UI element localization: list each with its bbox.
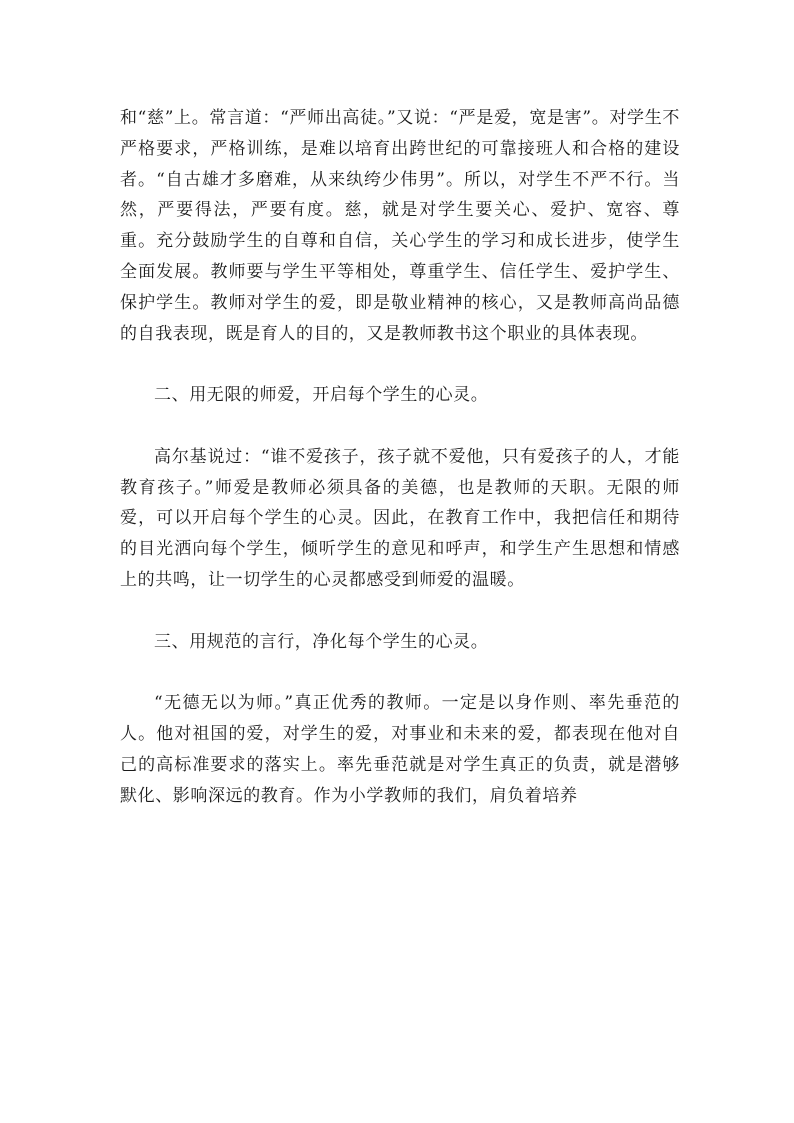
section-heading-2: 二、用无限的师爱，开启每个学生的心灵。 (154, 385, 489, 406)
paragraph-spacing (120, 596, 680, 627)
body-paragraph-gorky: 高尔基说过：“谁不爱孩子，孩子就不爱他，只有爱孩子的人，才能教育孩子。”师爱是教师必须具备的美德，也是教师的天职。无限的师爱，可以开启每个学生的心灵。因此，在教育工作中，我把信任和期待的目光洒向每个学生，倾听学生的意见和呼声，和学生产生思想和情感上的共鸣，让一切学生的心灵都感受到师爱的温暖。 (120, 446, 680, 590)
paragraph-spacing (120, 349, 680, 380)
body-paragraph-continued: 和“慈”上。常言道：“严师出高徒。”又说：“严是爱，宽是害”。对学生不严格要求，严格训练，是难以培育出跨世纪的可靠接班人和合格的建设者。“自古雄才多磨难，从来纨绔少伟男”。所以，对学生不严不行。当然，严要得法，严要有度。慈，就是对学生要关心、爱护、宽容、尊重。充分鼓励学生的自尊和自信，关心学生的学习和成长进步，使学生全面发展。教师要与学生平等相处，尊重学生、信任学生、爱护学生、保护学生。教师对学生的爱，即是敬业精神的核心，又是教师高尚品德的自我表现，既是育人的目的，又是教师教书这个职业的具体表现。 (120, 108, 680, 344)
document-body (120, 103, 680, 811)
paragraph-spacing (120, 657, 680, 688)
paragraph-spacing (120, 411, 680, 442)
body-paragraph-virtue: “无德无以为师。”真正优秀的教师。一定是以身作则、率先垂范的人。他对祖国的爱，对学生的爱，对事业和未来的爱，都表现在他对自己的高标准要求的落实上。率先垂范就是对学生真正的负责，就是潜够默化、影响深远的教育。作为小学教师的我们，肩负着培养 (120, 693, 680, 806)
section-heading-3: 三、用规范的言行，净化每个学生的心灵。 (154, 631, 489, 652)
